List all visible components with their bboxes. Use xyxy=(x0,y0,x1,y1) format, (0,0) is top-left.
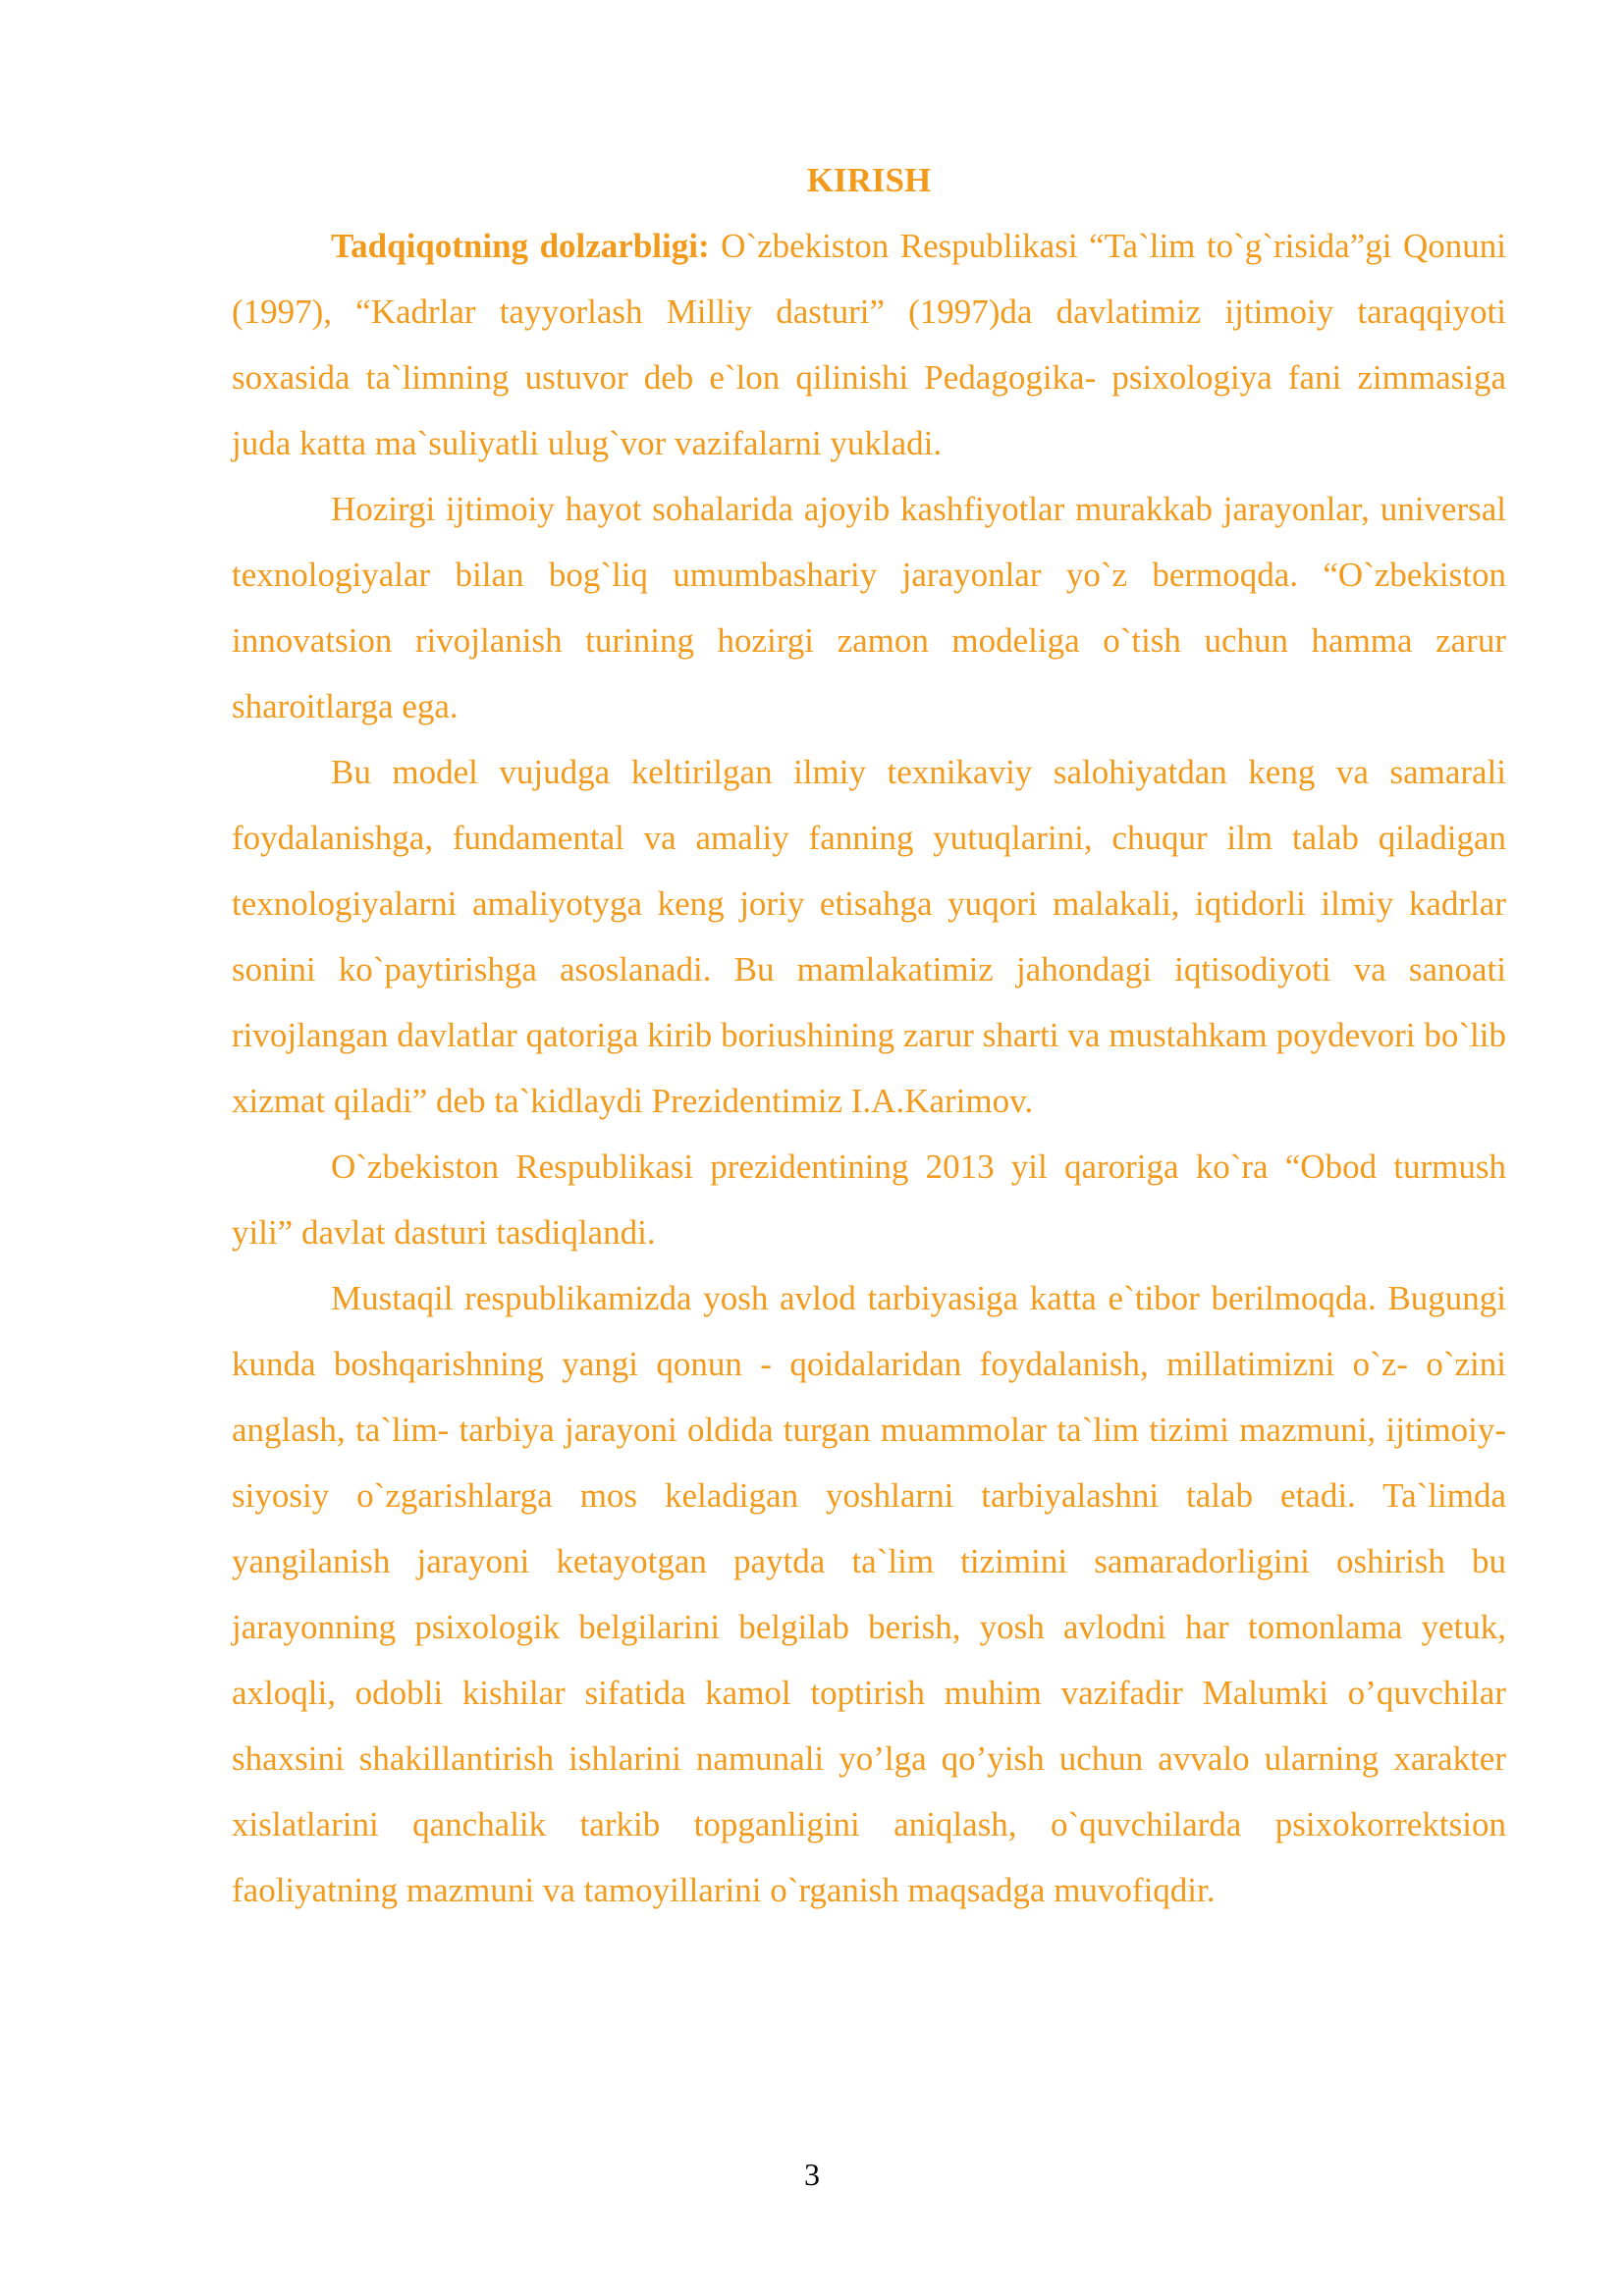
paragraph-text: Bu model vujudga keltirilgan ilmiy texnikaviy salohiyatdan keng va samarali foydalanishga, fundamental va amaliy fanning yutuqlarini, chuqur ilm talab qiladigan texnologiyalarni amaliyotyga keng joriy etisahga yuqori malakali, iqtidorli ilmiy kadrlar sonini ko`paytirishga asoslanadi. Bu mamlakatimiz jahondagi iqtisodiyoti va sanoati rivojlangan davlatlar qatoriga kirib boriushining zarur sharti va mustahkam poydevori bo`lib xizmat qiladi” deb ta`kidlaydi Prezidentimiz I.A.Karimov. xyxy=(232,753,1506,1120)
section-title: KIRISH xyxy=(806,161,932,199)
paragraph-youth xyxy=(232,1265,1506,1923)
paragraph-decree xyxy=(232,1134,1506,1265)
paragraph-text: Mustaqil respublikamizda yosh avlod tarbiyasiga katta e`tibor berilmoqda. Bugungi kunda boshqarishning yangi qonun - qoidalaridan foydalanish, millatimizni o`z- o`zini anglash, ta`lim- tarbiya jarayoni oldida turgan muammolar ta`lim tizimi mazmuni, ijtimoiy- siyosiy o`zgarishlarga mos keladigan yoshlarni tarbiyalashni talab etadi. Ta`limda yangilanish jarayoni ketayotgan paytda ta`lim tizimini samaradorligini oshirish bu jarayonning psixologik belgilarini belgilab berish, yosh avlodni har tomonlama yetuk, axloqli, odobli kishilar sifatida kamol toptirish muhim vazifadir Malumki o’quvchilar shaxsini shakillantirish ishlarini namunali yo’lga qo’yish uchun avvalo ularning xarakter xislatlarini qanchalik tarkib topganligini aniqlash, o`quvchilarda psixokorrektsion faoliyatning mazmuni va tamoyillarini o`rganish maqsadga muvofiqdir. xyxy=(232,1279,1506,1909)
paragraph-text: Hozirgi ijtimoiy hayot sohalarida ajoyib kashfiyotlar murakkab jarayonlar, universal texnologiyalar bilan bog`liq umumbashariy jarayonlar yo`z bermoqda. “O`zbekiston innovatsion rivojlanish turining hozirgi zamon modeliga o`tish uchun hamma zarur sharoitlarga ega. xyxy=(232,490,1506,725)
page-number: 3 xyxy=(804,2157,820,2192)
paragraph-model xyxy=(232,739,1506,1134)
paragraph-text: O`zbekiston Respublikasi “Ta`lim to`g`risida”gi Qonuni (1997), “Kadrlar tayyorlash Milliy dasturi” (1997)da davlatimiz ijtimoiy taraqqiyoti soxasida ta`limning ustuvor deb e`lon qilinishi Pedagogika- psixologiya fani zimmasiga juda katta ma`suliyatli ulug`vor vazifalarni yukladi. xyxy=(232,227,1506,462)
paragraph-modern-life xyxy=(232,476,1506,739)
paragraph-lead: Tadqiqotning dolzarbligi: xyxy=(331,227,710,265)
paragraph-text: O`zbekiston Respublikasi prezidentining 2013 yil qaroriga ko`ra “Obod turmush yili” davlat dasturi tasdiqlandi. xyxy=(232,1148,1506,1252)
paragraph-relevance xyxy=(232,213,1506,476)
page-content xyxy=(232,147,1506,1923)
